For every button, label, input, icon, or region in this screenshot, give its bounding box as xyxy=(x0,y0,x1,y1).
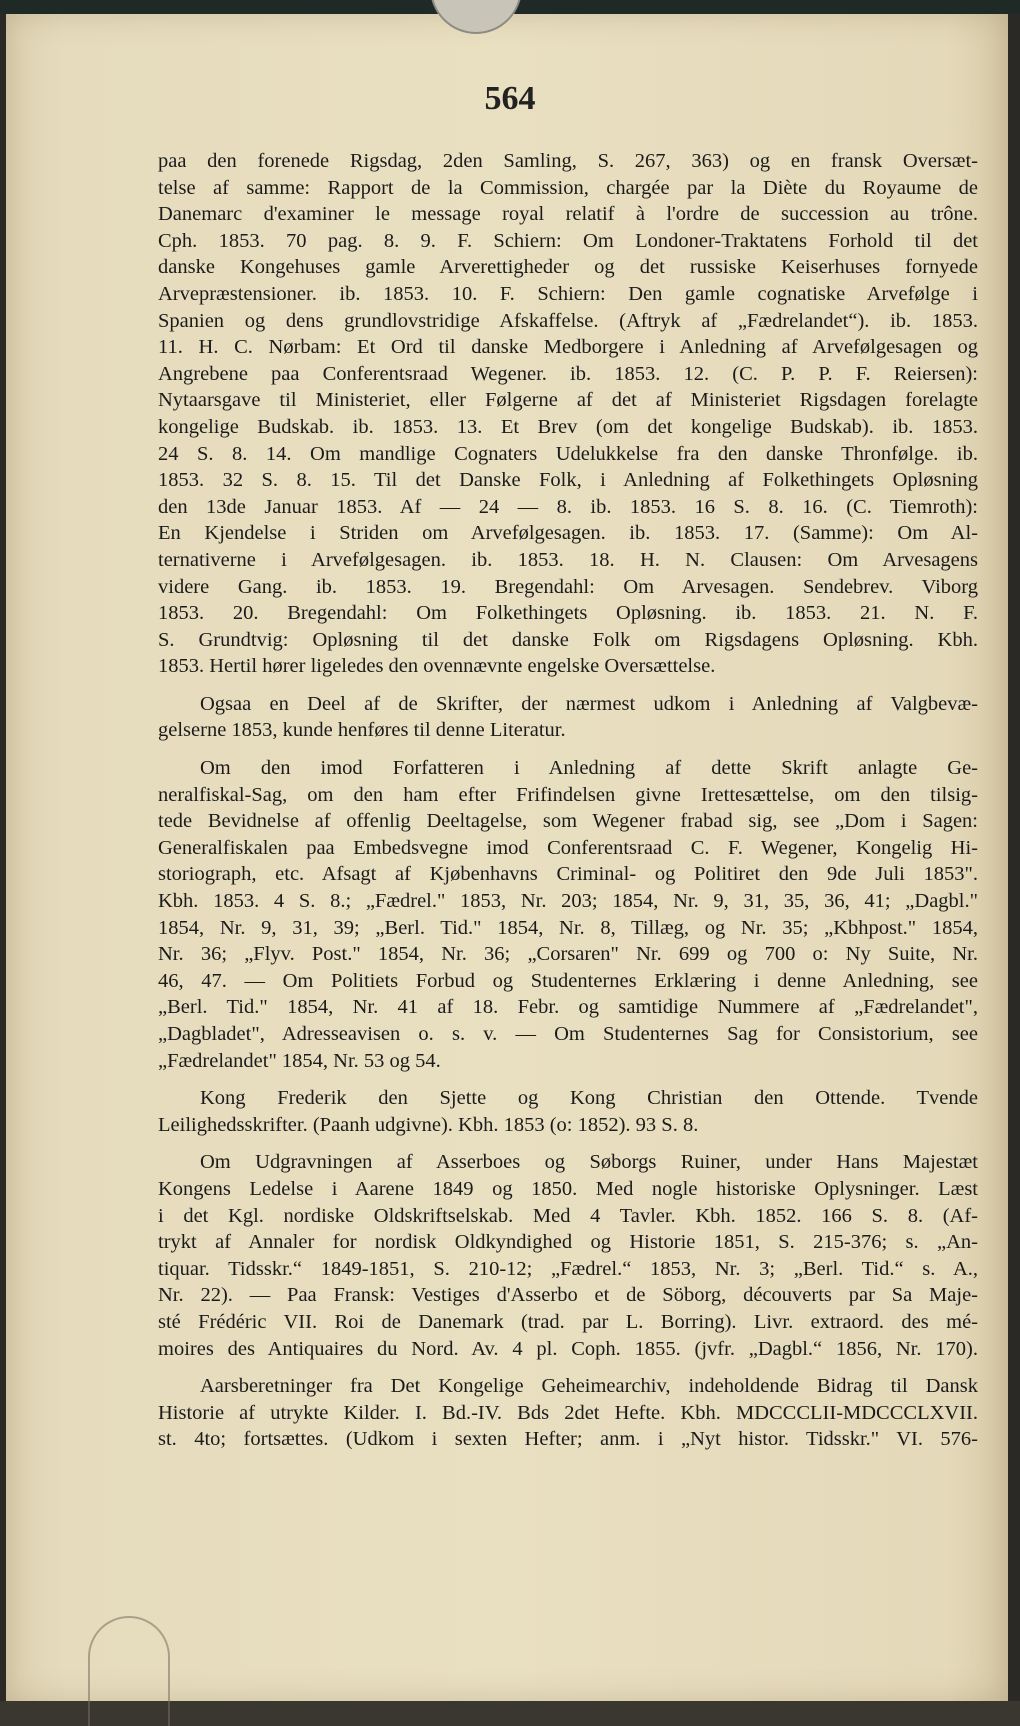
text-line: sté Frédéric VII. Roi de Danemark (trad. par L. Borring). Livr. extraord. des mé- xyxy=(158,1310,978,1333)
text-line: Nr. 22). — Paa Fransk: Vestiges d'Asserbo et de Söborg, découverts par Sa Maje- xyxy=(158,1284,978,1307)
text-line: Om Udgravningen af Asserboes og Søborgs Ruiner, under Hans Majestæt xyxy=(200,1151,978,1174)
text-line: tiquar. Tidsskr.“ 1849-1851, S. 210-12; „Fædrel.“ 1853, Nr. 3; „Berl. Tid.“ s. A., xyxy=(158,1257,978,1280)
text-line: paa den forenede Rigsdag, 2den Samling, S. 267, 363) og en fransk Oversæt- xyxy=(158,150,978,172)
text-line: den 13de Januar 1853. Af — 24 — 8. ib. 1853. 16 S. 8. 16. (C. Tiemroth): xyxy=(158,495,978,518)
text-line: „Fædrelandet" 1854, Nr. 53 og 54. xyxy=(158,1049,441,1072)
text-line: Generalfiskalen paa Embedsvegne imod Conferentsraad C. F. Wegener, Kongelig Hi- xyxy=(158,836,978,859)
text-line: Leilighedsskrifter. (Paanh udgivne). Kbh. 1853 (o: 1852). 93 S. 8. xyxy=(158,1113,699,1136)
paragraph-gap xyxy=(158,744,978,755)
text-line: moires des Antiquaires du Nord. Av. 4 pl. Coph. 1855. (jvfr. „Dagbl.“ 1856, Nr. 170). xyxy=(158,1337,978,1360)
text-line: st. 4to; fortsættes. (Udkom i sexten Hefter; anm. i „Nyt histor. Tidsskr." VI. 576- xyxy=(158,1428,978,1451)
text-line: S. Grundtvig: Opløsning til det danske Folk om Rigsdagens Opløsning. Kbh. xyxy=(158,628,978,651)
text-line: telse af samme: Rapport de la Commission, chargée par la Diète du Royaume de xyxy=(158,176,978,199)
text-line: 1853. 32 S. 8. 15. Til det Danske Folk, i Anledning af Folkethingets Opløsning xyxy=(158,469,978,492)
text-line: Kongens Ledelse i Aarene 1849 og 1850. Med nogle historiske Oplysninger. Læst xyxy=(158,1177,978,1200)
text-line: neralfiskal-Sag, om den ham efter Frifindelsen givne Irettesættelse, om den tilsig- xyxy=(158,783,978,806)
text-line: 24 S. 8. 14. Om mandlige Cognaters Udelukkelse fra den danske Thronfølge. ib. xyxy=(158,442,978,465)
text-line: gelserne 1853, kunde henføres til denne Literatur. xyxy=(158,719,566,742)
text-line: En Kjendelse i Striden om Arvefølgesagen. ib. 1853. 17. (Samme): Om Al- xyxy=(158,522,978,545)
text-line: „Dagbladet", Adresseavisen o. s. v. — Om Studenternes Sag for Consistorium, see xyxy=(158,1023,978,1045)
page-number: 564 xyxy=(484,80,536,117)
text-line: Kbh. 1853. 4 S. 8.; „Fædrel." 1853, Nr. 203; 1854, Nr. 9, 31, 35, 36, 41; „Dagbl." xyxy=(158,890,978,913)
text-line: Historie af utrykte Kilder. I. Bd.-IV. Bds 2det Hefte. Kbh. MDCCCLII-MDCCCLXVII. xyxy=(158,1401,978,1424)
text-line: kongelige Budskab. ib. 1853. 13. Et Brev (om det kongelige Budskab). ib. 1853. xyxy=(158,415,978,438)
text-line: Cph. 1853. 70 pag. 8. 9. F. Schiern: Om Londoner-Traktatens Forhold til det xyxy=(158,229,978,252)
paragraph-gap xyxy=(158,680,978,691)
text-line: tede Bevidnelse af offenlig Deeltagelse, som Wegener frabad sig, see „Dom i Sagen: xyxy=(158,810,978,833)
text-line: Ogsaa en Deel af de Skrifter, der nærmest udkom i Anledning af Valgbevæ- xyxy=(200,692,978,715)
text-line: Nytaarsgave til Ministeriet, eller Følgerne af det af Ministeriet Rigsdagen forelagte xyxy=(158,389,978,412)
text-line: „Berl. Tid." 1854, Nr. 41 af 18. Febr. og samtidige Nummere af „Fædrelandet", xyxy=(158,996,978,1019)
text-line: 1853. 20. Bregendahl: Om Folkethingets Opløsning. ib. 1853. 21. N. F. xyxy=(158,602,978,625)
text-line: danske Kongehuses gamle Arverettigheder og det russiske Keiserhuses fornyede xyxy=(158,256,978,279)
text-line: 1853. Hertil hører ligeledes den ovennævnte engelske Oversættelse. xyxy=(158,655,716,678)
body-text xyxy=(158,148,978,1453)
text-line: ternativerne i Arvefølgesagen. ib. 1853. 18. H. N. Clausen: Om Arvesagens xyxy=(158,548,978,571)
text-line: Kong Frederik den Sjette og Kong Christian den Ottende. Tvende xyxy=(200,1087,978,1110)
page-clip-bottom xyxy=(88,1616,170,1726)
text-line: Aarsberetninger fra Det Kongelige Geheimearchiv, indeholdende Bidrag til Dansk xyxy=(200,1375,978,1398)
text-line: 46, 47. — Om Politiets Forbud og Studenternes Erklæring i denne Anledning, see xyxy=(158,969,978,992)
text-line: Angrebene paa Conferentsraad Wegener. ib. 1853. 12. (C. P. P. F. Reiersen): xyxy=(158,362,978,385)
text-line: storiograph, etc. Afsagt af Kjøbenhavns Criminal- og Politiret den 9de Juli 1853". xyxy=(158,863,978,886)
text-line: Om den imod Forfatteren i Anledning af dette Skrift anlagte Ge- xyxy=(200,757,978,780)
text-line: i det Kgl. nordiske Oldskriftselskab. Med 4 Tavler. Kbh. 1852. 166 S. 8. (Af- xyxy=(158,1204,978,1227)
text-line: Nr. 36; „Flyv. Post." 1854, Nr. 36; „Corsaren" Nr. 699 og 700 o: Ny Suite, Nr. xyxy=(158,943,978,966)
text-line: videre Gang. ib. 1853. 19. Bregendahl: Om Arvesagen. Sendebrev. Viborg xyxy=(158,575,978,598)
text-line: trykt af Annaler for nordisk Oldkyndighed og Historie 1851, S. 215-376; s. „An- xyxy=(158,1231,978,1254)
paragraph-gap xyxy=(158,1074,978,1085)
text-line: Arvepræstensioner. ib. 1853. 10. F. Schiern: Den gamle cognatiske Arvefølge i xyxy=(158,282,978,305)
paragraph-gap xyxy=(158,1138,978,1149)
text-line: 1854, Nr. 9, 31, 39; „Berl. Tid." 1854, Nr. 8, Tillæg, og Nr. 35; „Kbhpost." 1854, xyxy=(158,916,978,939)
text-line: 11. H. C. Nørbam: Et Ord til danske Medborgere i Anledning af Arvefølgesagen og xyxy=(158,336,978,359)
paragraph-gap xyxy=(158,1362,978,1373)
text-line: Spanien og dens grundlovstridige Afskaffelse. (Aftryk af „Fædrelandet“). ib. 1853. xyxy=(158,309,978,332)
text-line: Danemarc d'examiner le message royal relatif à l'ordre de succession au trône. xyxy=(158,203,978,226)
